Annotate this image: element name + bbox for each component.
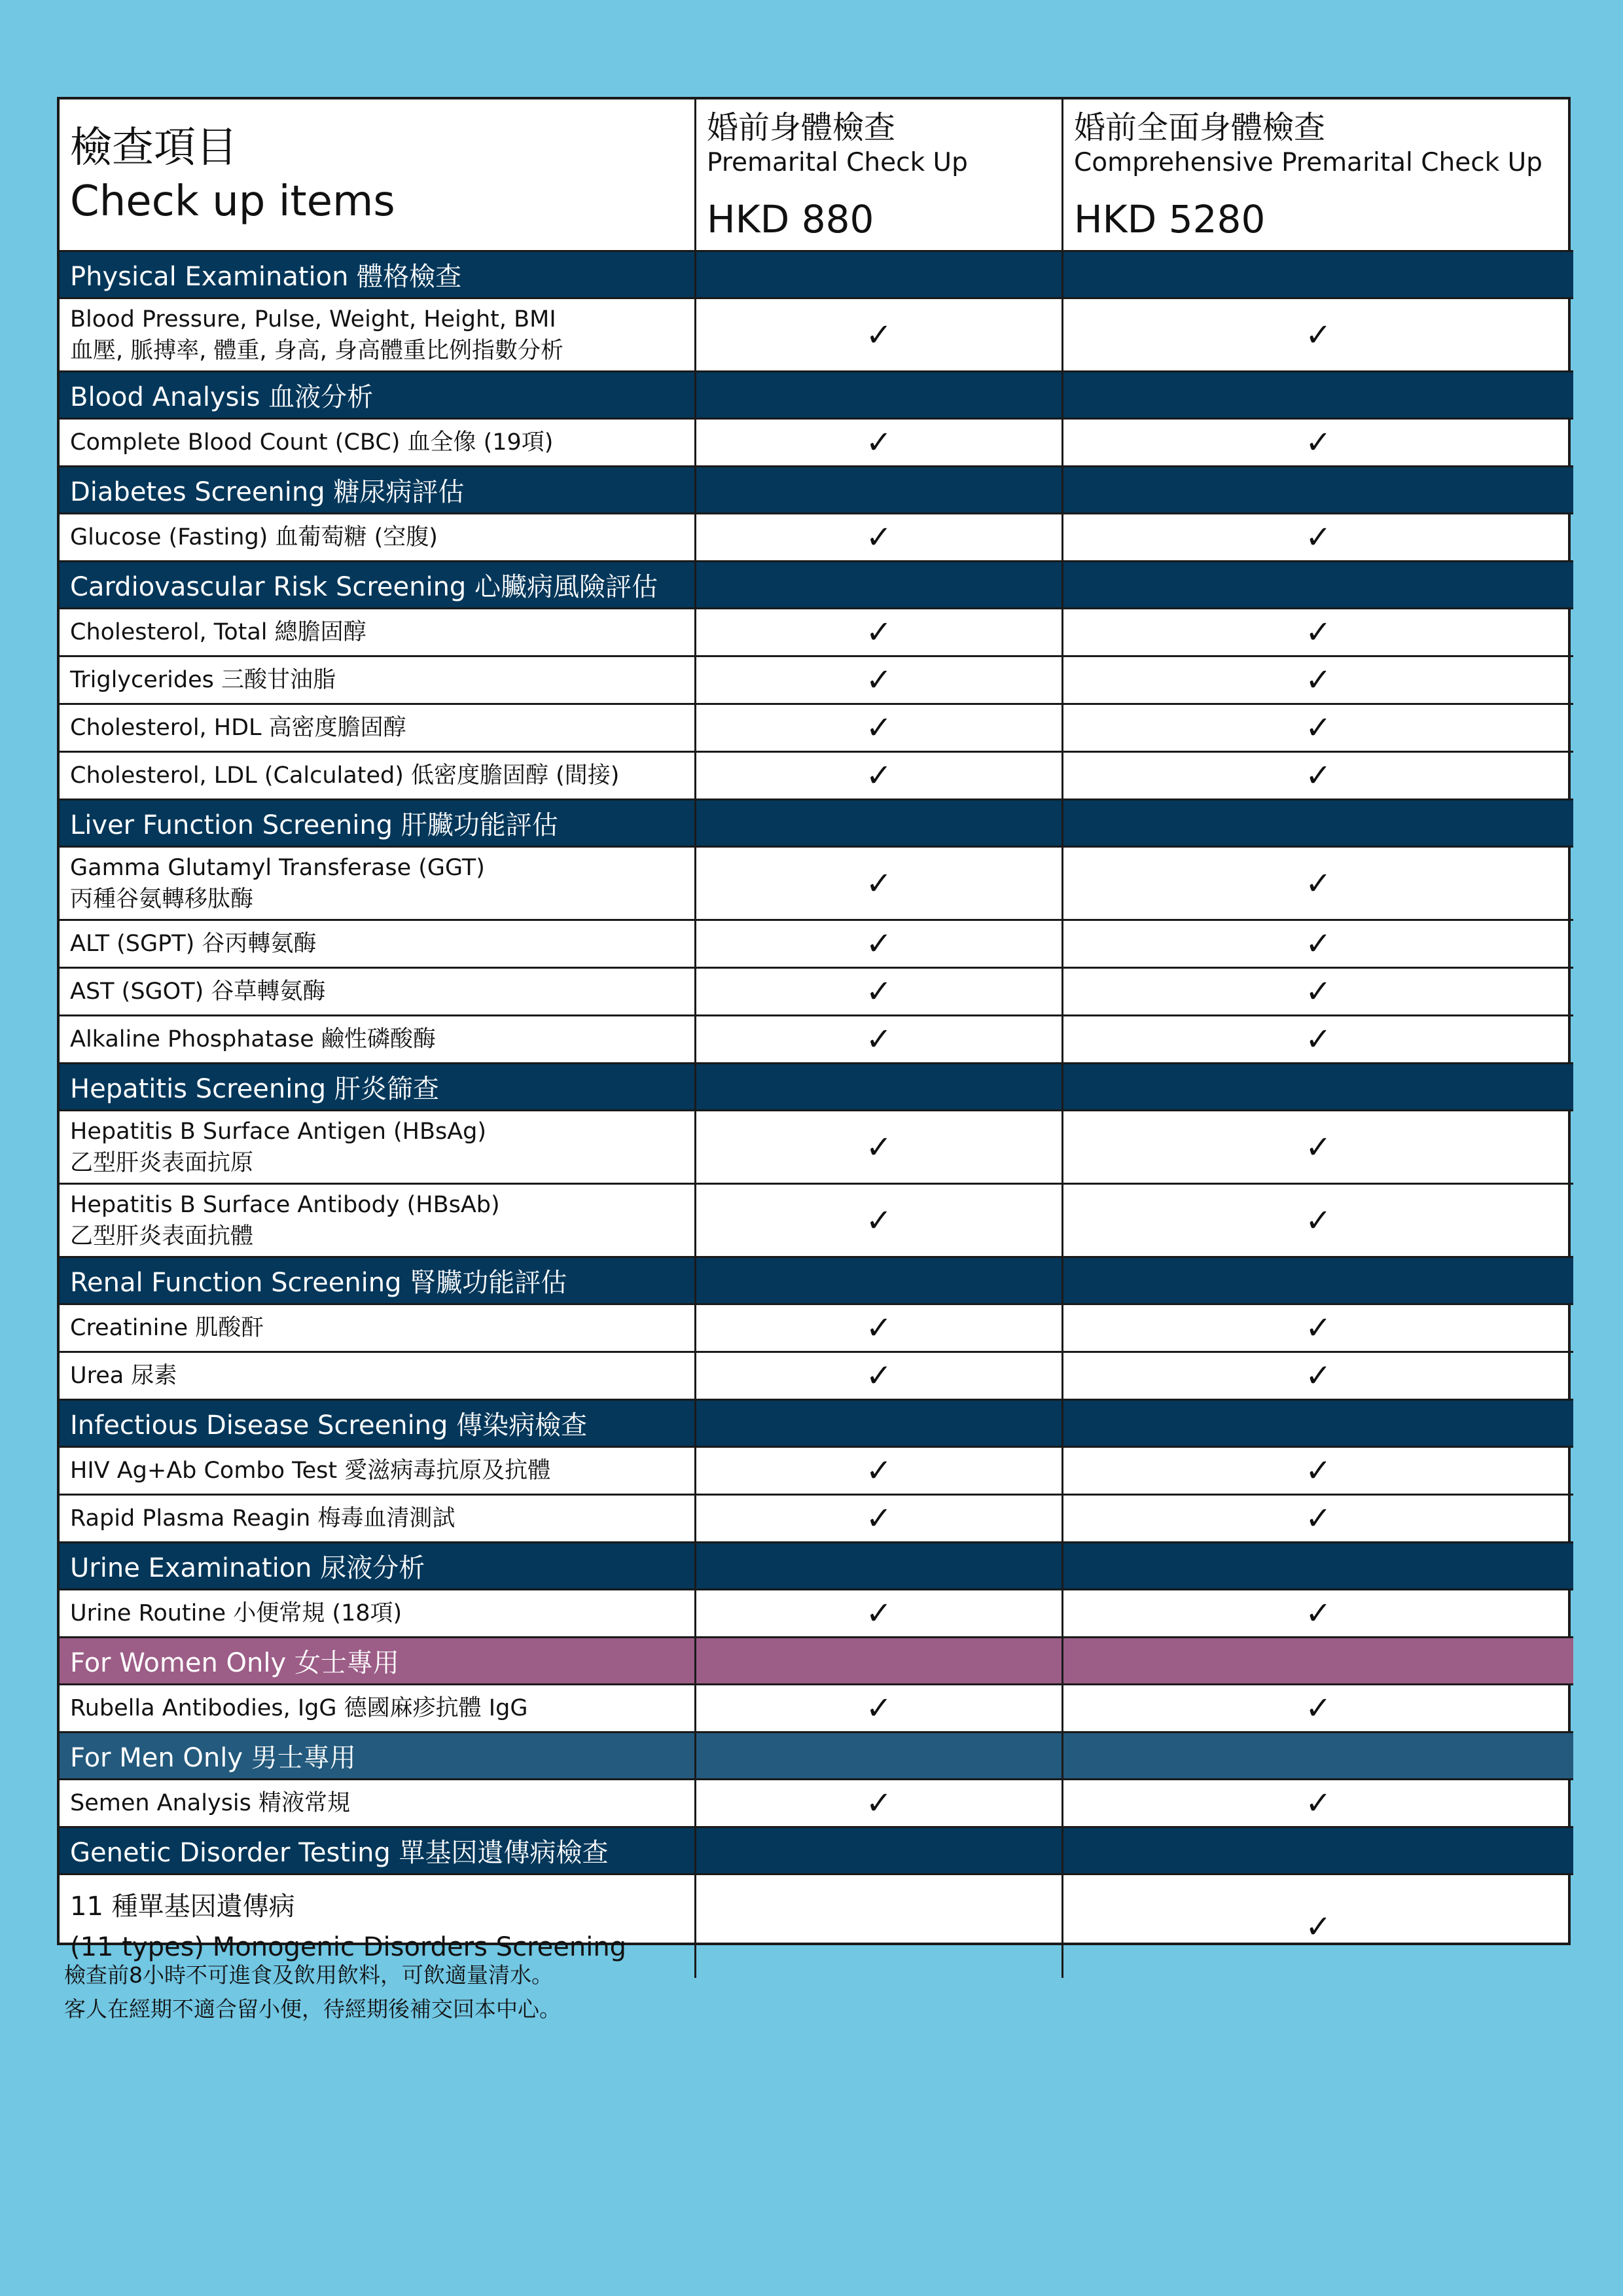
plan-2-check-cell [1063,1780,1573,1828]
item-label-line: Blood Pressure, Pulse, Weight, Height, BMI [70,306,556,332]
check-mark-icon: ✓ [865,662,893,698]
plan-1-name-en: Premarital Check Up [707,148,968,177]
check-mark-icon: ✓ [1305,1908,1332,1945]
plan-2-check-cell [1063,299,1573,372]
check-mark-icon: ✓ [865,757,893,794]
plan-1-check-cell [696,299,1063,372]
plan-2-check-cell [1063,1875,1573,1978]
header-item-zh: 檢查項目 [70,124,238,172]
table-row-item [60,1305,696,1353]
category-plan-2-cell [1063,1258,1573,1305]
check-mark-icon: ✓ [865,519,893,556]
check-mark-icon: ✓ [865,424,893,461]
check-mark-icon: ✓ [865,1202,893,1239]
check-mark-icon: ✓ [1305,424,1332,461]
plan-2-check-cell [1063,921,1573,969]
check-mark-icon: ✓ [865,1595,893,1632]
item-label-line: Alkaline Phosphatase 鹼性磷酸酶 [70,1026,436,1052]
plan-2-check-cell [1063,657,1573,705]
category-plan-2-cell [1063,467,1573,514]
table-row-item [60,299,696,372]
plan-1-check-cell [696,848,1063,921]
check-mark-icon: ✓ [1305,1595,1332,1632]
header-item-en: Check up items [70,177,395,226]
plan-1-check-cell [696,1875,1063,1978]
plan-1-price: HKD 880 [707,197,874,242]
check-mark-icon: ✓ [865,709,893,746]
item-label-line: Hepatitis B Surface Antibody (HBsAb) [70,1191,500,1218]
item-label-line: HIV Ag+Ab Combo Test 愛滋病毒抗原及抗體 [70,1458,551,1484]
item-label-line: 11 種單基因遺傳病 [70,1891,295,1922]
category-header: Cardiovascular Risk Screening 心臟病風險評估 [60,562,696,609]
category-plan-2-cell [1063,800,1573,848]
check-mark-icon: ✓ [865,925,893,962]
check-mark-icon: ✓ [865,1310,893,1346]
table-row-item [60,969,696,1016]
category-plan-1-cell [696,562,1063,609]
plan-2-check-cell [1063,1448,1573,1496]
table-row-item [60,514,696,562]
check-mark-icon: ✓ [865,973,893,1010]
category-plan-2-cell [1063,1543,1573,1590]
check-mark-icon: ✓ [1305,1690,1332,1727]
check-mark-icon: ✓ [1305,973,1332,1010]
check-mark-icon: ✓ [1305,1500,1332,1537]
check-mark-icon: ✓ [865,1500,893,1537]
plan-1-check-cell [696,753,1063,800]
check-mark-icon: ✓ [1305,519,1332,556]
category-plan-2-cell [1063,1064,1573,1111]
plan-1-check-cell [696,1185,1063,1258]
plan-2-check-cell [1063,420,1573,467]
plan-1-check-cell [696,1353,1063,1401]
check-mark-icon: ✓ [1305,1202,1332,1239]
item-label-line: Gamma Glutamyl Transferase (GGT) [70,854,485,881]
check-mark-icon: ✓ [865,1690,893,1727]
category-header: Urine Examination 尿液分析 [60,1543,696,1590]
item-label-line: 乙型肝炎表面抗體 [70,1223,254,1249]
plan-1-check-cell [696,1496,1063,1543]
table-row-item [60,1016,696,1064]
footnote-fasting: 檢查前8小時不可進食及飲用飲料，可飲適量清水。 [64,1962,553,1988]
plan-1-check-cell [696,420,1063,467]
item-label-line: Hepatitis B Surface Antigen (HBsAg) [70,1118,487,1145]
check-mark-icon: ✓ [865,316,893,353]
plan-2-check-cell [1063,609,1573,657]
item-label-line: Complete Blood Count (CBC) 血全像 (19項) [70,429,554,456]
category-header: Physical Examination 體格檢查 [60,252,696,299]
table-row-item [60,1590,696,1638]
plan-2-check-cell [1063,1111,1573,1185]
plan-1-check-cell [696,921,1063,969]
category-plan-1-cell [696,1543,1063,1590]
category-plan-2-cell [1063,1401,1573,1448]
check-mark-icon: ✓ [1305,1128,1332,1166]
check-mark-icon: ✓ [865,614,893,651]
check-mark-icon: ✓ [1305,1785,1332,1821]
category-plan-1-cell [696,372,1063,420]
plan-1-check-cell [696,1448,1063,1496]
plan-1-check-cell [696,1016,1063,1064]
plan-2-check-cell [1063,705,1573,753]
category-header: Renal Function Screening 腎臟功能評估 [60,1258,696,1305]
plan-2-price: HKD 5280 [1074,197,1266,242]
check-mark-icon: ✓ [865,1357,893,1394]
item-label-line: Semen Analysis 精液常規 [70,1790,351,1816]
item-label-line: Creatinine 肌酸酐 [70,1315,264,1341]
item-label-line: 丙種谷氨轉移肽酶 [70,886,254,912]
table-row-item [60,609,696,657]
category-plan-2-cell [1063,1828,1573,1875]
table-row-item [60,1353,696,1401]
item-label-line: 血壓, 脈搏率, 體重, 身高, 身高體重比例指數分析 [70,337,564,364]
plan-1-check-cell [696,657,1063,705]
item-label-line: Cholesterol, Total 總膽固醇 [70,619,366,645]
item-label-line: Urine Routine 小便常規 (18項) [70,1600,402,1626]
plan-2-check-cell [1063,514,1573,562]
category-plan-1-cell [696,467,1063,514]
category-header: Hepatitis Screening 肝炎篩查 [60,1064,696,1111]
plan-2-check-cell [1063,848,1573,921]
plan-1-check-cell [696,1111,1063,1185]
plan-1-check-cell [696,1685,1063,1733]
category-plan-1-cell [696,1401,1063,1448]
table-row-item [60,1448,696,1496]
category-plan-2-cell [1063,1733,1573,1780]
plan-2-check-cell [1063,1590,1573,1638]
check-mark-icon: ✓ [1305,1310,1332,1346]
table-row-item [60,1780,696,1828]
item-label-line: Rapid Plasma Reagin 梅毒血清測試 [70,1505,455,1532]
footnotes [64,1958,561,2026]
plan-2-check-cell [1063,1685,1573,1733]
category-plan-1-cell [696,800,1063,848]
plan-2-check-cell [1063,1305,1573,1353]
category-header: For Women Only 女士專用 [60,1638,696,1685]
item-label-line: Triglycerides 三酸甘油脂 [70,667,336,693]
category-plan-2-cell [1063,372,1573,420]
category-header: Diabetes Screening 糖尿病評估 [60,467,696,514]
item-label-line: AST (SGOT) 谷草轉氨酶 [70,978,326,1005]
item-label-line: Rubella Antibodies, IgG 德國麻疹抗體 IgG [70,1695,528,1721]
table-row-item [60,420,696,467]
table-row-item [60,848,696,921]
plan-1-check-cell [696,705,1063,753]
category-header: Infectious Disease Screening 傳染病檢查 [60,1401,696,1448]
category-header: For Men Only 男士專用 [60,1733,696,1780]
category-plan-1-cell [696,1828,1063,1875]
table-row-item [60,1111,696,1185]
checkup-table [57,97,1571,1962]
header-plan-2 [1063,99,1573,252]
check-mark-icon: ✓ [1305,1021,1332,1058]
category-plan-1-cell [696,1638,1063,1685]
plan-2-check-cell [1063,1496,1573,1543]
category-plan-1-cell [696,252,1063,299]
category-header: Liver Function Screening 肝臟功能評估 [60,800,696,848]
plan-1-name-zh: 婚前身體檢查 [707,109,896,146]
category-header: Blood Analysis 血液分析 [60,372,696,420]
plan-2-name-en: Comprehensive Premarital Check Up [1074,148,1543,177]
category-plan-2-cell [1063,252,1573,299]
table-row-item [60,921,696,969]
check-mark-icon: ✓ [1305,316,1332,353]
plan-2-check-cell [1063,1016,1573,1064]
plan-1-check-cell [696,1780,1063,1828]
item-label-line: Cholesterol, HDL 高密度膽固醇 [70,715,406,741]
plan-1-check-cell [696,609,1063,657]
check-mark-icon: ✓ [865,1128,893,1166]
category-header: Genetic Disorder Testing 單基因遺傳病檢查 [60,1828,696,1875]
check-mark-icon: ✓ [1305,757,1332,794]
category-plan-2-cell [1063,562,1573,609]
item-label-line: Cholesterol, LDL (Calculated) 低密度膽固醇 (間接) [70,762,620,789]
check-mark-icon: ✓ [865,1452,893,1489]
check-mark-icon: ✓ [1305,865,1332,902]
check-mark-icon: ✓ [1305,925,1332,962]
item-label-line: 乙型肝炎表面抗原 [70,1149,254,1176]
plan-2-check-cell [1063,1353,1573,1401]
plan-1-check-cell [696,1590,1063,1638]
check-mark-icon: ✓ [1305,709,1332,746]
check-mark-icon: ✓ [865,1021,893,1058]
check-mark-icon: ✓ [1305,1452,1332,1489]
table-row-item [60,1685,696,1733]
item-label-line: ALT (SGPT) 谷丙轉氨酶 [70,931,317,957]
plan-2-check-cell [1063,969,1573,1016]
plan-1-check-cell [696,969,1063,1016]
table-row-item [60,1496,696,1543]
item-label-line: Glucose (Fasting) 血葡萄糖 (空腹) [70,524,438,550]
table-row-item [60,657,696,705]
plan-1-check-cell [696,514,1063,562]
plan-2-name-zh: 婚前全面身體檢查 [1074,109,1326,146]
plan-2-check-cell [1063,1185,1573,1258]
plan-2-check-cell [1063,753,1573,800]
check-mark-icon: ✓ [1305,662,1332,698]
footnote-menstruation: 客人在經期不適合留小便，待經期後補交回本中心。 [64,1996,561,2022]
table-row-item [60,705,696,753]
check-mark-icon: ✓ [865,865,893,902]
header-item-cell [60,99,696,252]
check-mark-icon: ✓ [1305,1357,1332,1394]
table-row-item [60,1185,696,1258]
category-plan-1-cell [696,1064,1063,1111]
header-plan-1 [696,99,1063,252]
check-mark-icon: ✓ [865,1785,893,1821]
category-plan-1-cell [696,1733,1063,1780]
category-plan-2-cell [1063,1638,1573,1685]
plan-1-check-cell [696,1305,1063,1353]
check-mark-icon: ✓ [1305,614,1332,651]
item-label-line: Urea 尿素 [70,1363,177,1389]
table-row-item [60,753,696,800]
item-label-line: (11 types) Monogenic Disorders Screening [70,1931,627,1962]
category-plan-1-cell [696,1258,1063,1305]
